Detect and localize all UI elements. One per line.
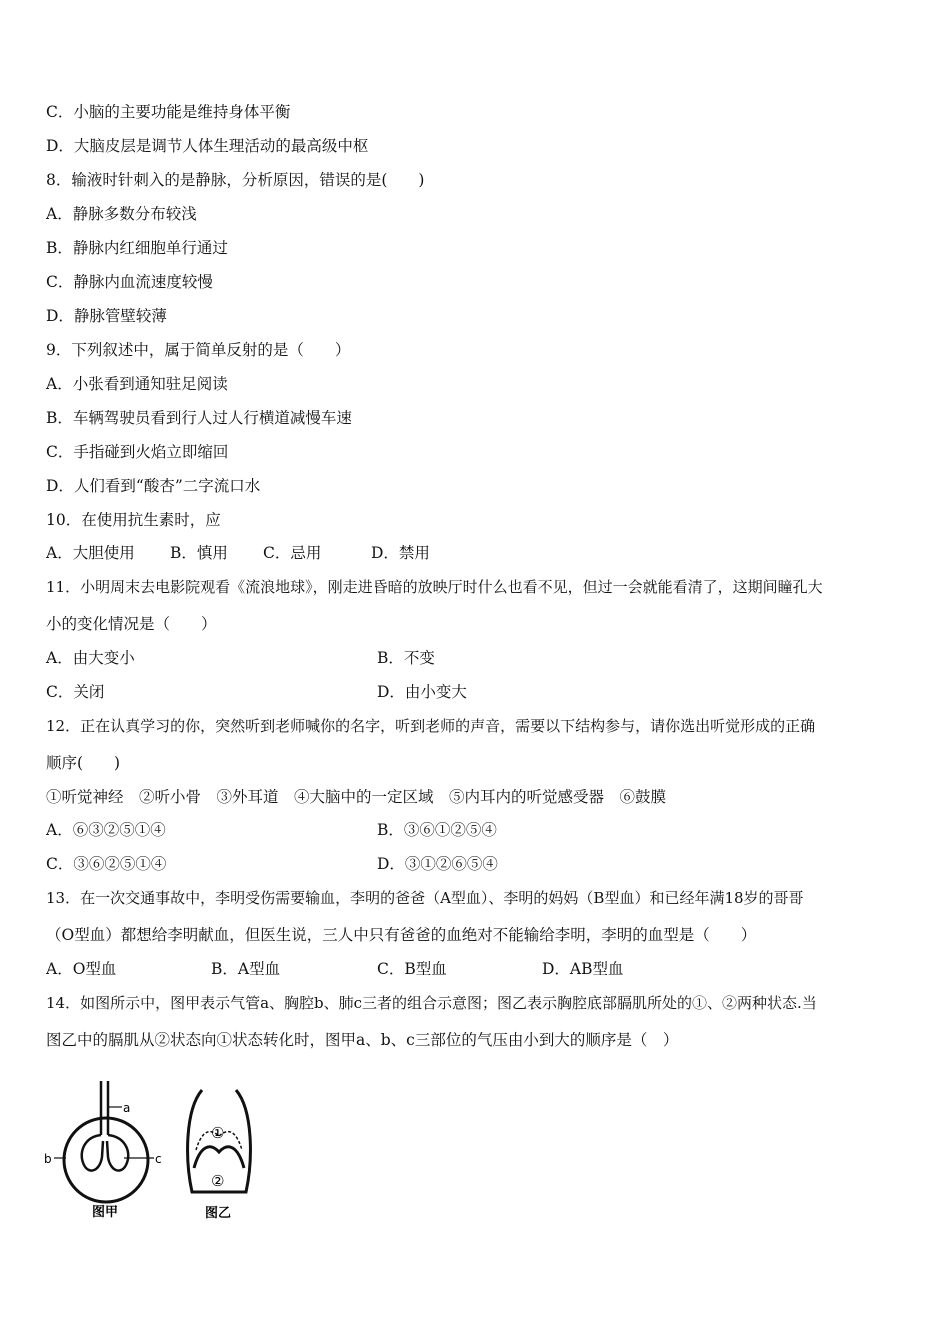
q12-option-a: A．⑥③②⑤①④: [46, 821, 166, 839]
q9-stem: 9．下列叙述中，属于简单反射的是（ ）: [46, 341, 351, 359]
q11-option-b: B．不变: [377, 649, 435, 667]
q14-stem: 14．如图所示中，图甲表示气管a、胸腔b、肺c三者的组合示意图；图乙表示胸腔底部膈肌所处的①、②两种状态.当: [46, 994, 817, 1012]
q12-option-c: C．③⑥②⑤①④: [46, 855, 167, 873]
q10-option-b: B．慎用: [170, 544, 228, 562]
q13-option-a: A．O型血: [46, 960, 117, 978]
q11-option-a: A．由大变小: [46, 649, 135, 667]
label-b: b: [44, 1152, 52, 1166]
q12-stem: 12．正在认真学习的你，突然听到老师喊你的名字，听到老师的声音，需要以下结构参与，请你选出听觉形成的正确: [46, 717, 816, 735]
q10-option-c: C．忌用: [263, 544, 322, 562]
label-a: a: [123, 1101, 131, 1115]
q12-option-d: D．③①②⑥⑤④: [377, 855, 498, 873]
q8-option-b: B．静脉内红细胞单行通过: [46, 239, 228, 257]
q8-option-a: A．静脉多数分布较浅: [46, 205, 197, 223]
q13-option-b: B．A型血: [211, 960, 281, 978]
q12-option-b: B．③⑥①②⑤④: [377, 821, 497, 839]
q11-stem: 11．小明周末去电影院观看《流浪地球》，刚走进昏暗的放映厅时什么也看不见，但过一会就能看清了，这期间瞳孔大: [46, 578, 823, 596]
diaphragm-state-1: [194, 1147, 244, 1168]
caption-yi: 图乙: [205, 1206, 232, 1221]
q9-option-c: C．手指碰到火焰立即缩回: [46, 443, 229, 461]
q12-structures: ①听觉神经 ②听小骨 ③外耳道 ④大脑中的一定区域 ⑤内耳内的听觉感受器 ⑥鼓膜: [46, 788, 667, 806]
q10-stem: 10．在使用抗生素时，应: [46, 511, 221, 529]
q8-stem: 8．输液时针刺入的是静脉，分析原因，错误的是( ): [46, 171, 425, 189]
q10-option-a: A．大胆使用: [46, 544, 135, 562]
label-state-1: ①: [211, 1124, 225, 1142]
q13-stem-cont: （O型血）都想给李明献血，但医生说，三人中只有爸爸的血绝对不能输给李明，李明的血型是（ ）: [46, 926, 757, 944]
q14-stem-cont: 图乙中的膈肌从②状态向①状态转化时，图甲a、b、c三部位的气压由小到大的顺序是（ ）: [46, 1031, 679, 1049]
q10-option-d: D．禁用: [371, 544, 430, 562]
q11-option-d: D．由小变大: [377, 683, 467, 701]
left-lung: [82, 1135, 103, 1171]
q13-stem: 13．在一次交通事故中，李明受伤需要输血，李明的爸爸（A型血）、李明的妈妈（B型血）和已经年满18岁的哥哥: [46, 889, 804, 907]
q9-option-b: B．车辆驾驶员看到行人过人行横道减慢车速: [46, 409, 352, 427]
q13-option-c: C．B型血: [377, 960, 447, 978]
q9-option-a: A．小张看到通知驻足阅读: [46, 375, 228, 393]
caption-jia: 图甲: [92, 1205, 119, 1220]
q7-option-d: D．大脑皮层是调节人体生理活动的最高级中枢: [46, 137, 369, 155]
q11-stem-cont: 小的变化情况是（ ）: [46, 615, 217, 633]
q7-option-c: C．小脑的主要功能是维持身体平衡: [46, 103, 291, 121]
q9-option-d: D．人们看到“酸杏”二字流口水: [46, 477, 261, 495]
figure-jia-diagram: [44, 1075, 174, 1225]
right-lung: [107, 1135, 128, 1171]
q12-stem-cont: 顺序( ): [46, 754, 121, 772]
label-state-2: ②: [211, 1172, 225, 1190]
q8-option-d: D．静脉管壁较薄: [46, 307, 167, 325]
chest-cavity-circle: [64, 1118, 148, 1202]
q13-option-d: D．AB型血: [542, 960, 624, 978]
figure-yi-diagram: [180, 1080, 260, 1230]
label-c: c: [155, 1152, 162, 1166]
q11-option-c: C．关闭: [46, 683, 105, 701]
q8-option-c: C．静脉内血流速度较慢: [46, 273, 213, 291]
